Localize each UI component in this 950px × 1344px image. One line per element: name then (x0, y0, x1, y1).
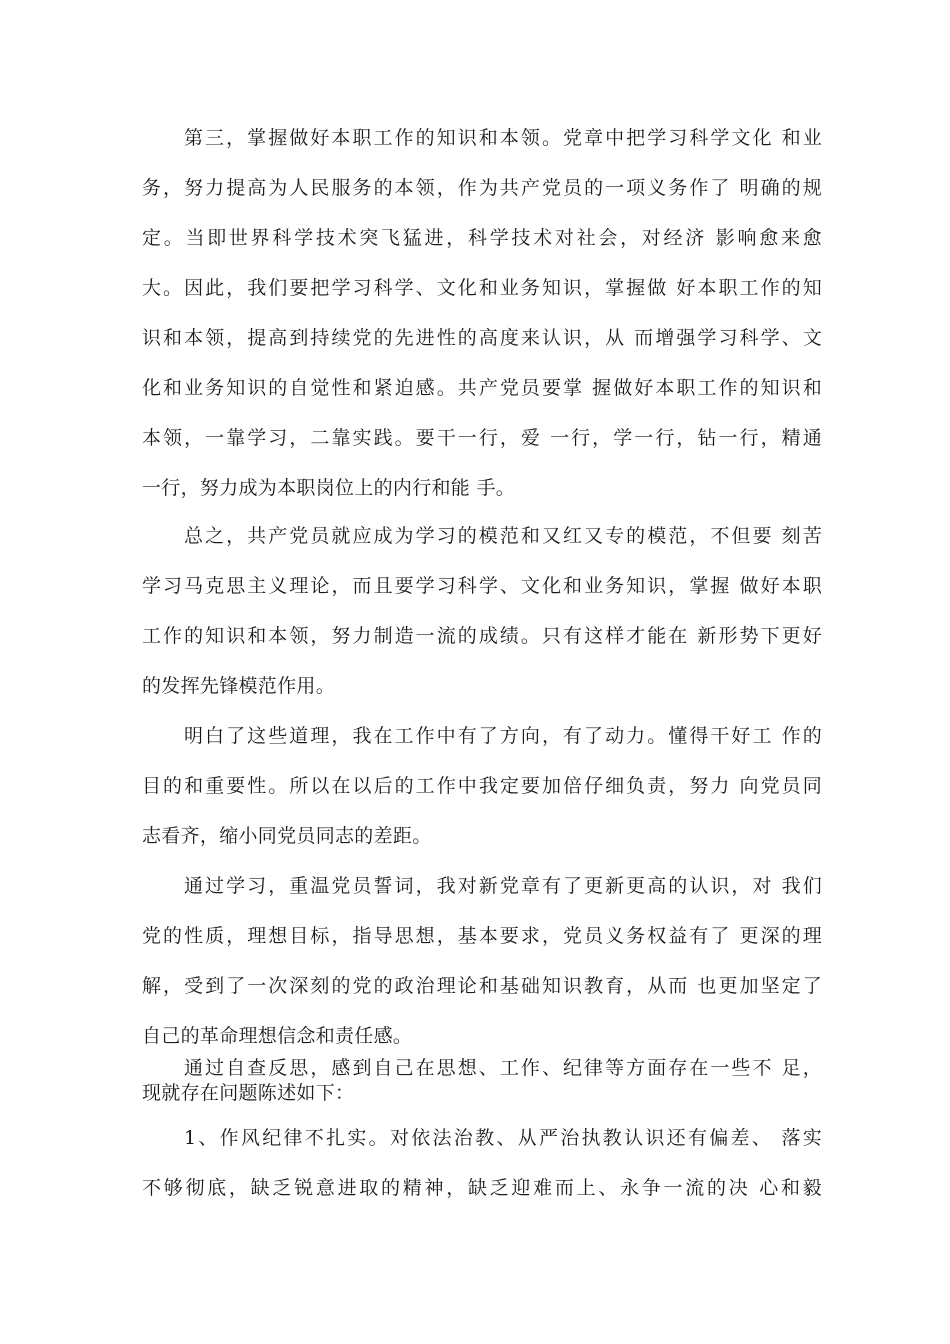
text-line: 通过自查反思，感到自己在思想、工作、纪律等方面存在一些不 足， (184, 1057, 822, 1079)
text-line: 本领，一靠学习，二靠实践。要干一行，爱 一行，学一行，钻一行，精通 (142, 427, 822, 449)
text-line: 1、作风纪律不扎实。对依法治教、从严治执教认识还有偏差、 落实 (184, 1127, 822, 1149)
paragraph-third-point (142, 113, 822, 513)
text-line: 不够彻底，缺乏锐意进取的精神，缺乏迎难而上、永争一流的决 心和毅 (142, 1177, 822, 1199)
text-line: 大。因此，我们要把学习科学、文化和业务知识，掌握做 好本职工作的知 (142, 277, 822, 299)
text-line: 党的性质，理想目标，指导思想，基本要求，党员义务权益有了 更深的理 (142, 925, 822, 947)
paragraph-study-oath (142, 861, 822, 1061)
paragraph-issue-one (142, 1113, 822, 1213)
text-line: 工作的知识和本领，努力制造一流的成绩。只有这样才能在 新形势下更好 (142, 625, 822, 647)
text-line: 务，努力提高为人民服务的本领，作为共产党员的一项义务作了 明确的规 (142, 177, 822, 199)
text-line: 一行，努力成为本职岗位上的内行和能 手。 (142, 477, 516, 499)
paragraph-summary (142, 511, 822, 711)
paragraph-self-examination (142, 1056, 822, 1106)
text-line: 现就存在问题陈述如下： (142, 1082, 355, 1104)
text-line: 解，受到了一次深刻的党的政治理论和基础知识教育，从而 也更加坚定了 (142, 975, 822, 997)
text-line: 的发挥先锋模范作用。 (142, 675, 336, 697)
text-line: 自己的革命理想信念和责任感。 (142, 1025, 413, 1047)
text-line: 总之，共产党员就应成为学习的模范和又红又专的模范，不但要 刻苦 (184, 525, 822, 547)
text-line: 识和本领，提高到持续党的先进性的高度来认识，从 而增强学习科学、文 (142, 327, 822, 349)
text-line: 学习马克思主义理论，而且要学习科学、文化和业务知识，掌握 做好本职 (142, 575, 822, 597)
text-line: 志看齐，缩小同党员同志的差距。 (142, 825, 432, 847)
text-line: 定。当即世界科学技术突飞猛进，科学技术对社会，对经济 影响愈来愈 (142, 227, 822, 249)
text-line: 明白了这些道理，我在工作中有了方向，有了动力。懂得干好工 作的 (184, 725, 822, 747)
text-line: 第三，掌握做好本职工作的知识和本领。党章中把学习科学文化 和业 (184, 127, 822, 149)
text-line: 通过学习，重温党员誓词，我对新党章有了更新更高的认识，对 我们 (184, 875, 822, 897)
text-line: 化和业务知识的自觉性和紧迫感。共产党员要掌 握做好本职工作的知识和 (142, 377, 822, 399)
text-line: 目的和重要性。所以在以后的工作中我定要加倍仔细负责，努力 向党员同 (142, 775, 822, 797)
paragraph-understanding (142, 711, 822, 861)
